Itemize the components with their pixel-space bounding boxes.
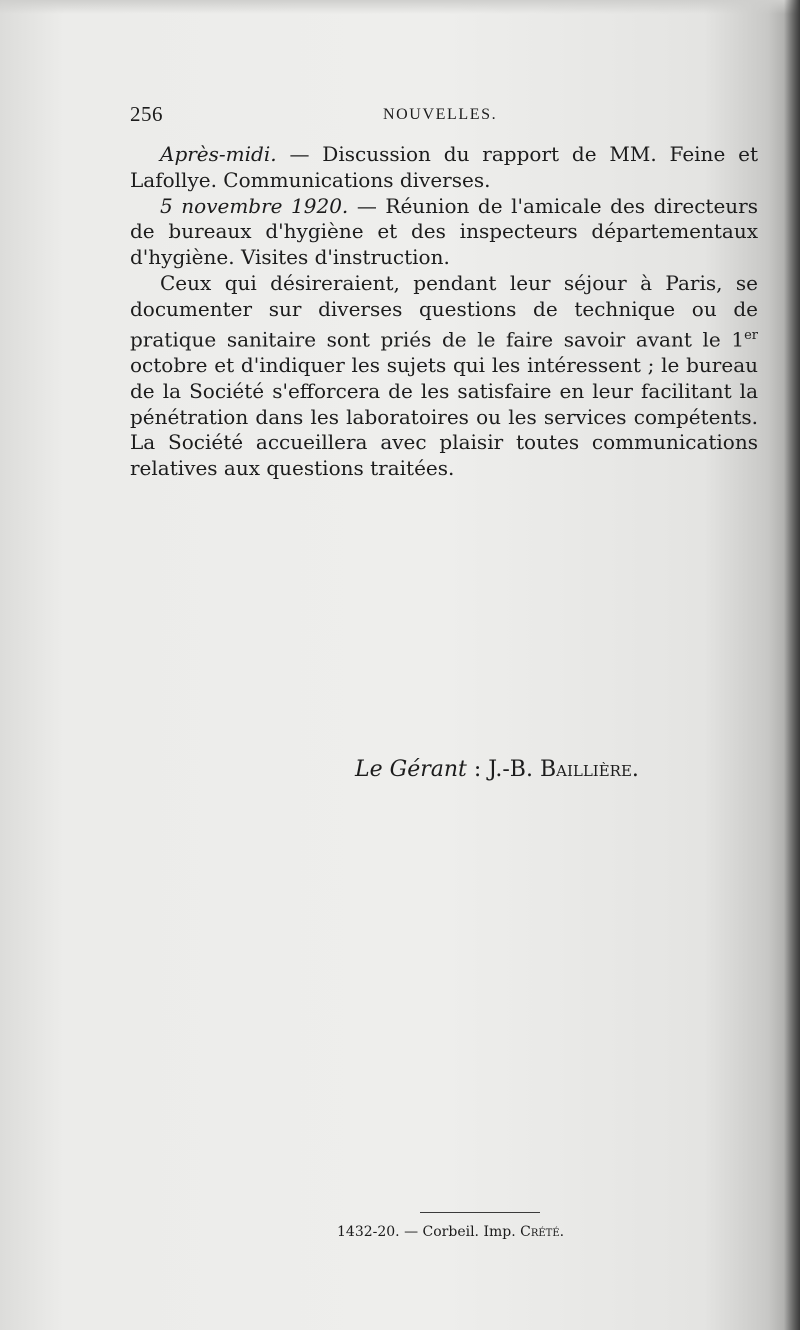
paragraph-afternoon: [130, 142, 758, 194]
page-gutter-shadow: [784, 0, 800, 1330]
page-top-shadow: [0, 0, 800, 14]
printer-text: 1432-20. — Corbeil. Imp.: [337, 1224, 521, 1240]
running-head: NOUVELLES.: [383, 106, 498, 123]
signature-name: Baillière.: [539, 757, 639, 782]
printer-name: Crété.: [520, 1224, 565, 1240]
november-label: 5 novembre 1920.: [160, 193, 349, 218]
footer-divider: [420, 1212, 540, 1213]
signature-label: Le Gérant: [355, 757, 467, 782]
paragraph-november: [130, 194, 758, 271]
body-text: [130, 142, 758, 482]
page-header: [130, 100, 760, 130]
november-text: — Réunion de l'amicale des directeurs de bureaux d'hygiène et des inspecteurs départementaux d'hygiène. Visites d'instruction.: [130, 193, 758, 270]
paragraph-documentation: [130, 271, 758, 482]
documentation-text-part1: Ceux qui désireraient, pendant leur séjour à Paris, se documenter sur diverses questions de technique ou de pratique sanitaire sont priés de le faire savoir avant le 1: [130, 270, 758, 352]
afternoon-text: — Discussion du rapport de MM. Feine et Lafollye. Communications diverses.: [130, 142, 758, 192]
page-number: 256: [130, 102, 163, 126]
signature-line: [355, 757, 639, 783]
documentation-text-part2: octobre et d'indiquer les sujets qui les intéressent ; le bureau de la Société s'efforcera de les satisfaire en leur facilitant la pénétration dans les laboratoires ou les services compétents. La Société accueillera avec plaisir toutes communications relatives aux questions traitées.: [130, 353, 758, 481]
afternoon-label: Après-midi.: [160, 142, 277, 166]
ordinal-superscript: er: [744, 327, 758, 343]
signature-separator: : J.-B.: [466, 757, 540, 782]
printer-imprint: [337, 1223, 564, 1241]
